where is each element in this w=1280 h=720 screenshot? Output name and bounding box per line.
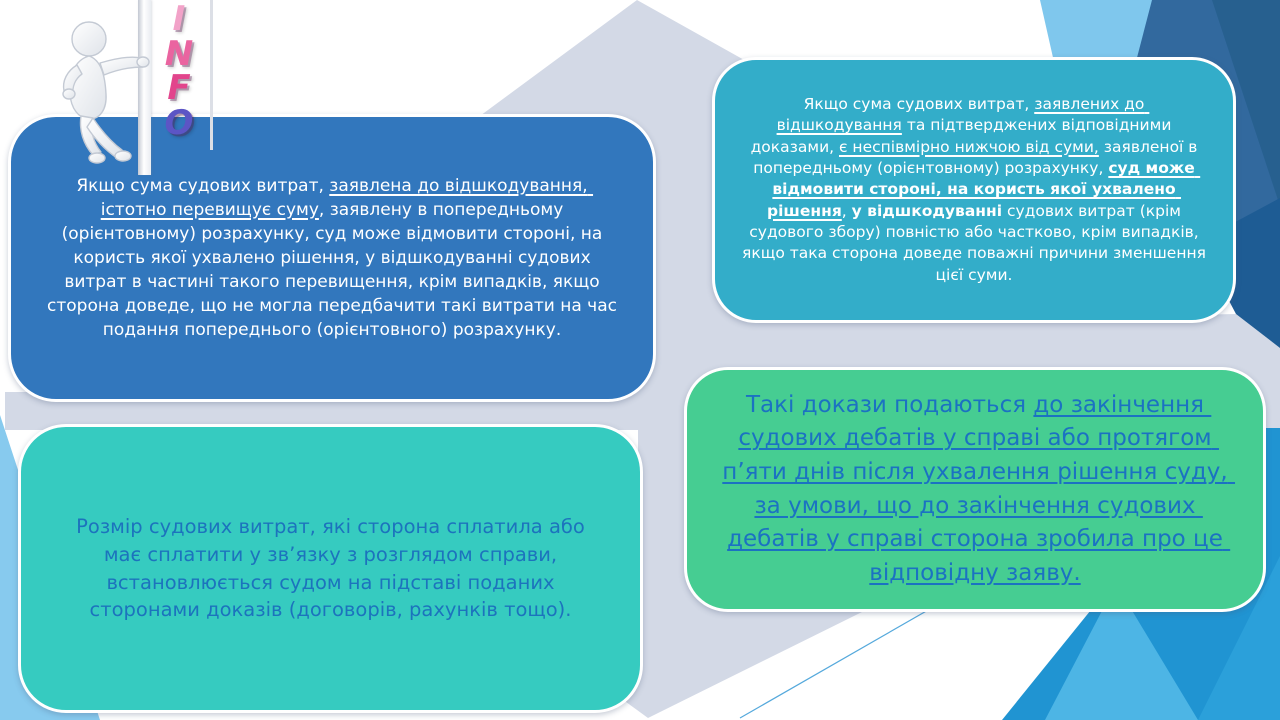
- figure-foot-right: [115, 151, 131, 161]
- textbox-top-left-text: Якщо сума судових витрат, заявлена до відшкодування, істотно перевищує суму, заявлену в попередньому (орієнтовному) розрахунку, суд може відмовити стороні, на користь якої ухвалено рішення, у відшкодуванні судових витрат в частині такого перевищення, крім випадків, якщо сторона доведе, що не могла передбачити такі витрати на час подання попереднього (орієнтовного) розрахунку.: [47, 175, 623, 341]
- figure-head: [72, 22, 106, 56]
- info-clipart: [25, 0, 235, 195]
- figure-hand-hip: [63, 89, 75, 99]
- info-letter-n: N: [164, 33, 194, 74]
- info-letter-o: O: [164, 103, 194, 144]
- person-figure-icon: [31, 6, 166, 171]
- info-letter-i: I: [172, 0, 186, 39]
- figure-hand-pole: [137, 57, 149, 67]
- textbox-top-right-text: Якщо сума судових витрат, заявлених до відшкодування та підтверджених відповідними доказами, є неспівмірно нижчою від суми, заявленої в попередньому (орієнтовному) розрахунку, суд може відмовити стороні, на користь якої ухвалено рішення, у відшкодуванні судових витрат (крім судового збору) повністю або частково, крім випадків, якщо така сторона доведе поважні причини зменшення цієї суми.: [742, 94, 1211, 284]
- info-letter-f: F: [167, 68, 191, 109]
- textbox-top-right: [712, 57, 1236, 323]
- info-letters: [153, 0, 205, 144]
- textbox-bottom-right: [684, 367, 1266, 612]
- figure-foot-left: [89, 153, 105, 163]
- textbox-bottom-left: [18, 424, 643, 713]
- figure-arm-on-pole: [100, 57, 143, 75]
- textbox-bottom-left-text: Розмір судових витрат, які сторона сплатила або має сплатити у зв’язку з розглядом справи, встановлюється судом на підставі поданих сторонами доказів (договорів, рахунків тощо).: [76, 515, 592, 622]
- textbox-bottom-right-text: Такі докази подаються до закінчення судових дебатів у справі або протягом п’яти днів після ухвалення рішення суду, за умови, що до закінчення судових дебатів у справі сторона зробила про це відповідну заяву.: [722, 391, 1236, 586]
- info-pole-shadow-line: [210, 0, 213, 150]
